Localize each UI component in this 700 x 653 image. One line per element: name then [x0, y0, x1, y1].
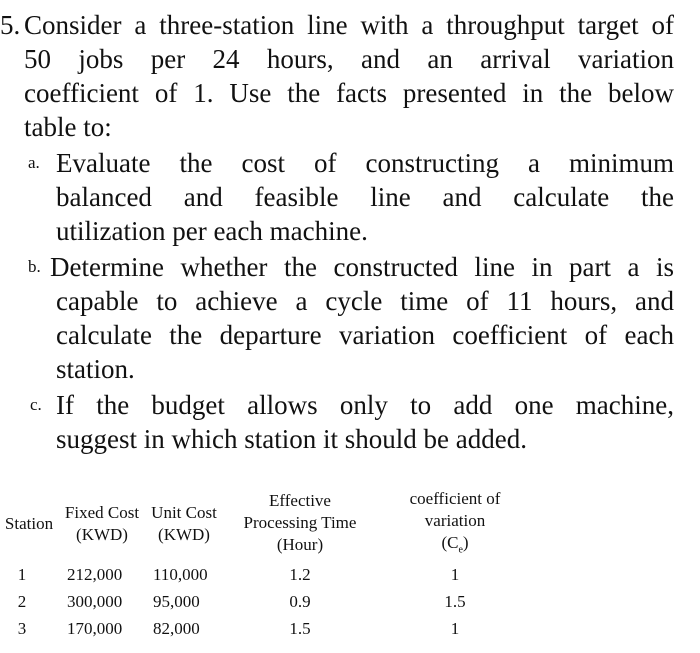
- part-b-line: calculate the departure variation coefficient of each: [56, 320, 674, 350]
- intro-line: 50 jobs per 24 hours, and an arrival variation: [24, 44, 674, 74]
- intro-line: Consider a three-station line with a throughput target of: [24, 10, 674, 40]
- header-station: Station: [4, 514, 54, 533]
- part-b-label: b.: [28, 257, 41, 276]
- table-cell-unit-cost: 82,000: [153, 619, 200, 638]
- table-cell-processing-time: 1.2: [289, 565, 311, 584]
- table-cell-processing-time: 0.9: [289, 592, 311, 611]
- table-cell-fixed-cost: 300,000: [67, 592, 123, 611]
- header-processing-time: Effective Processing Time (Hour): [243, 491, 357, 554]
- part-b-line: station.: [56, 354, 135, 384]
- table-cell-unit-cost: 95,000: [153, 592, 200, 611]
- table-cell-unit-cost: 110,000: [153, 565, 208, 584]
- table-cell-cv: 1: [450, 619, 460, 638]
- table-cell-station: 1: [17, 565, 27, 584]
- intro-line: coefficient of 1. Use the facts presented in the below: [24, 78, 674, 108]
- header-coefficient-of-variation: coefficient of variation $(C_e)$: [409, 489, 501, 556]
- table-cell-station: 2: [17, 592, 27, 611]
- part-c-label: c.: [30, 395, 42, 414]
- table-cell-station: 3: [17, 619, 27, 638]
- table-cell-fixed-cost: 170,000: [67, 619, 123, 638]
- table-cell-cv: 1.5: [444, 592, 466, 611]
- header-fixed-cost: Fixed Cost (KWD): [64, 503, 140, 544]
- table-cell-processing-time: 1.5: [289, 619, 311, 638]
- part-a-line: Evaluate the cost of constructing a minimum: [56, 148, 674, 178]
- part-a-line: balanced and feasible line and calculate the: [56, 182, 674, 212]
- header-unit-cost: Unit Cost (KWD): [151, 503, 217, 544]
- part-a-label: a.: [28, 153, 40, 172]
- part-c-line: suggest in which station it should be added.: [56, 424, 527, 454]
- table-cell-fixed-cost: 212,000: [67, 565, 123, 584]
- table-cell-cv: 1: [450, 565, 460, 584]
- part-b-line: capable to achieve a cycle time of 11 hours, and: [56, 286, 674, 316]
- question-number: 5.: [0, 10, 21, 40]
- part-b-line: Determine whether the constructed line in part a is: [50, 252, 674, 282]
- part-a-line: utilization per each machine.: [56, 216, 368, 246]
- part-c-line: If the budget allows only to add one machine,: [56, 390, 674, 420]
- intro-line: table to:: [24, 112, 112, 142]
